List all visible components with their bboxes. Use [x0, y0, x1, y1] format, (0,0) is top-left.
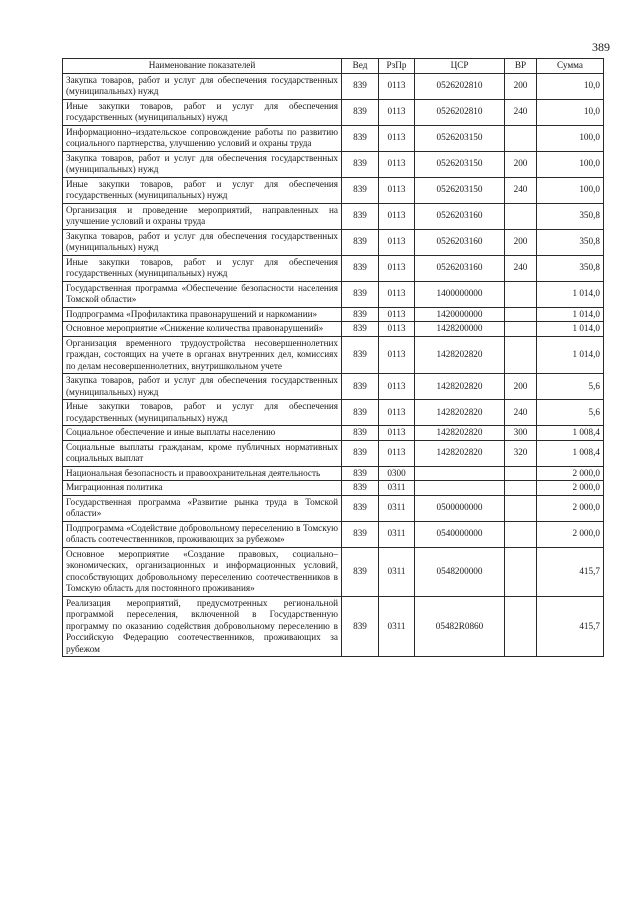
row-sum: 5,6 — [537, 400, 604, 426]
row-csr: 0526203150 — [415, 177, 505, 203]
table-row — [63, 440, 604, 466]
row-csr: 0526203150 — [415, 125, 505, 151]
row-rzpr: 0311 — [379, 481, 415, 496]
header-name: Наименование показателей — [63, 59, 342, 74]
table-row — [63, 229, 604, 255]
table-row — [63, 177, 604, 203]
row-vr: 200 — [505, 229, 537, 255]
row-name: Организация и проведение мероприятий, направленных на улучшение условий и охраны труда — [63, 203, 342, 229]
row-ved: 839 — [342, 596, 379, 657]
row-ved: 839 — [342, 125, 379, 151]
table-row — [63, 255, 604, 281]
row-vr — [505, 521, 537, 547]
row-vr — [505, 336, 537, 374]
row-csr: 1428202820 — [415, 426, 505, 441]
table-row — [63, 307, 604, 322]
row-csr: 1428202820 — [415, 336, 505, 374]
table-body — [63, 73, 604, 657]
row-rzpr: 0311 — [379, 596, 415, 657]
row-name: Национальная безопасность и правоохранительная деятельность — [63, 466, 342, 481]
row-ved: 839 — [342, 99, 379, 125]
row-sum: 1 014,0 — [537, 307, 604, 322]
table-row — [63, 521, 604, 547]
row-name: Закупка товаров, работ и услуг для обеспечения государственных (муниципальных) нужд — [63, 229, 342, 255]
table-row — [63, 426, 604, 441]
row-name: Основное мероприятие «Снижение количества правонарушений» — [63, 322, 342, 337]
row-sum: 1 008,4 — [537, 426, 604, 441]
table-row — [63, 99, 604, 125]
row-vr: 240 — [505, 99, 537, 125]
row-rzpr: 0113 — [379, 255, 415, 281]
row-sum: 350,8 — [537, 255, 604, 281]
row-ved: 839 — [342, 495, 379, 521]
table-row — [63, 547, 604, 596]
row-csr — [415, 466, 505, 481]
row-vr — [505, 466, 537, 481]
row-ved: 839 — [342, 203, 379, 229]
row-vr: 200 — [505, 374, 537, 400]
row-name: Закупка товаров, работ и услуг для обеспечения государственных (муниципальных) нужд — [63, 73, 342, 99]
row-vr: 240 — [505, 255, 537, 281]
row-rzpr: 0113 — [379, 229, 415, 255]
row-name: Миграционная политика — [63, 481, 342, 496]
row-csr: 0526203160 — [415, 255, 505, 281]
row-rzpr: 0113 — [379, 177, 415, 203]
row-csr: 05482R0860 — [415, 596, 505, 657]
row-rzpr: 0113 — [379, 374, 415, 400]
row-sum: 2 000,0 — [537, 481, 604, 496]
header-csr: ЦСР — [415, 59, 505, 74]
header-vr: ВР — [505, 59, 537, 74]
row-ved: 839 — [342, 307, 379, 322]
row-ved: 839 — [342, 547, 379, 596]
row-ved: 839 — [342, 440, 379, 466]
row-csr: 0548200000 — [415, 547, 505, 596]
row-vr — [505, 495, 537, 521]
row-name: Иные закупки товаров, работ и услуг для обеспечения государственных (муниципальных) нужд — [63, 255, 342, 281]
row-rzpr: 0113 — [379, 440, 415, 466]
row-csr: 0540000000 — [415, 521, 505, 547]
header-ved: Вед — [342, 59, 379, 74]
row-ved: 839 — [342, 151, 379, 177]
row-sum: 350,8 — [537, 203, 604, 229]
row-name: Государственная программа «Обеспечение безопасности населения Томской области» — [63, 281, 342, 307]
budget-table — [62, 58, 604, 657]
row-ved: 839 — [342, 281, 379, 307]
row-name: Иные закупки товаров, работ и услуг для обеспечения государственных (муниципальных) нужд — [63, 400, 342, 426]
row-csr: 1428202820 — [415, 440, 505, 466]
row-rzpr: 0113 — [379, 336, 415, 374]
row-ved: 839 — [342, 255, 379, 281]
row-sum: 10,0 — [537, 99, 604, 125]
row-name: Подпрограмма «Профилактика правонарушений и наркомании» — [63, 307, 342, 322]
table-row — [63, 73, 604, 99]
row-name: Основное мероприятие «Создание правовых, социально–экономических, организационных и информационных условий, способствующих добровольному переселению соотечественников в Томскую область для постоянного проживания» — [63, 547, 342, 596]
row-name: Иные закупки товаров, работ и услуг для обеспечения государственных (муниципальных) нужд — [63, 99, 342, 125]
row-vr: 200 — [505, 73, 537, 99]
row-vr — [505, 203, 537, 229]
row-vr — [505, 281, 537, 307]
row-rzpr: 0113 — [379, 426, 415, 441]
row-csr: 0526203160 — [415, 229, 505, 255]
table-row — [63, 374, 604, 400]
row-csr: 1428200000 — [415, 322, 505, 337]
row-ved: 839 — [342, 466, 379, 481]
row-csr: 0526203160 — [415, 203, 505, 229]
row-vr — [505, 481, 537, 496]
row-sum: 2 000,0 — [537, 495, 604, 521]
row-rzpr: 0113 — [379, 125, 415, 151]
row-vr: 320 — [505, 440, 537, 466]
row-name: Иные закупки товаров, работ и услуг для обеспечения государственных (муниципальных) нужд — [63, 177, 342, 203]
row-vr — [505, 322, 537, 337]
row-name: Подпрограмма «Содействие добровольному переселению в Томскую область соотечественников, проживающих за рубежом» — [63, 521, 342, 547]
row-sum: 100,0 — [537, 125, 604, 151]
row-csr: 1428202820 — [415, 374, 505, 400]
row-ved: 839 — [342, 400, 379, 426]
row-sum: 100,0 — [537, 177, 604, 203]
row-csr: 1428202820 — [415, 400, 505, 426]
row-sum: 1 014,0 — [537, 322, 604, 337]
row-ved: 839 — [342, 229, 379, 255]
row-name: Социальное обеспечение и иные выплаты населению — [63, 426, 342, 441]
row-sum: 1 008,4 — [537, 440, 604, 466]
row-name: Организация временного трудоустройства несовершеннолетних граждан, состоящих на учете в органах внутренних дел, комиссиях по делам несовершеннолетних, внутришкольном учете — [63, 336, 342, 374]
table-row — [63, 336, 604, 374]
row-rzpr: 0113 — [379, 307, 415, 322]
row-rzpr: 0113 — [379, 151, 415, 177]
row-csr: 1420000000 — [415, 307, 505, 322]
table-header-row — [63, 59, 604, 74]
header-sum: Сумма — [537, 59, 604, 74]
table-row — [63, 125, 604, 151]
row-sum: 1 014,0 — [537, 281, 604, 307]
table-row — [63, 466, 604, 481]
row-name: Информационно–издательское сопровождение работы по развитию социального партнерства, улучшению условий и охраны труда — [63, 125, 342, 151]
row-name: Закупка товаров, работ и услуг для обеспечения государственных (муниципальных) нужд — [63, 151, 342, 177]
row-rzpr: 0113 — [379, 400, 415, 426]
row-ved: 839 — [342, 322, 379, 337]
table-row — [63, 281, 604, 307]
table-row — [63, 400, 604, 426]
row-rzpr: 0311 — [379, 521, 415, 547]
table-row — [63, 481, 604, 496]
table-row — [63, 596, 604, 657]
row-ved: 839 — [342, 521, 379, 547]
row-csr: 0526202810 — [415, 73, 505, 99]
row-vr — [505, 547, 537, 596]
row-sum: 1 014,0 — [537, 336, 604, 374]
table-row — [63, 495, 604, 521]
row-sum: 100,0 — [537, 151, 604, 177]
table-row — [63, 203, 604, 229]
row-sum: 10,0 — [537, 73, 604, 99]
row-csr: 1400000000 — [415, 281, 505, 307]
row-rzpr: 0113 — [379, 281, 415, 307]
row-vr — [505, 307, 537, 322]
row-sum: 2 000,0 — [537, 521, 604, 547]
row-sum: 2 000,0 — [537, 466, 604, 481]
row-rzpr: 0300 — [379, 466, 415, 481]
row-vr: 300 — [505, 426, 537, 441]
row-sum: 5,6 — [537, 374, 604, 400]
row-name: Социальные выплаты гражданам, кроме публичных нормативных социальных выплат — [63, 440, 342, 466]
row-name: Реализация мероприятий, предусмотренных региональной программой переселения, включенной в Государственную программу по оказанию содействия добровольному переселению в Российскую Федерацию соотечественников, проживающих за рубежом — [63, 596, 342, 657]
row-sum: 350,8 — [537, 229, 604, 255]
row-vr — [505, 596, 537, 657]
row-csr: 0500000000 — [415, 495, 505, 521]
row-ved: 839 — [342, 426, 379, 441]
row-ved: 839 — [342, 336, 379, 374]
row-ved: 839 — [342, 481, 379, 496]
table-row — [63, 322, 604, 337]
row-vr: 240 — [505, 177, 537, 203]
page-number: 389 — [592, 40, 610, 54]
header-rzpr: РзПр — [379, 59, 415, 74]
row-rzpr: 0311 — [379, 547, 415, 596]
row-vr — [505, 125, 537, 151]
row-rzpr: 0113 — [379, 322, 415, 337]
row-ved: 839 — [342, 73, 379, 99]
row-vr: 240 — [505, 400, 537, 426]
row-csr: 0526202810 — [415, 99, 505, 125]
row-vr: 200 — [505, 151, 537, 177]
row-sum: 415,7 — [537, 547, 604, 596]
row-name: Закупка товаров, работ и услуг для обеспечения государственных (муниципальных) нужд — [63, 374, 342, 400]
row-sum: 415,7 — [537, 596, 604, 657]
row-ved: 839 — [342, 177, 379, 203]
row-rzpr: 0113 — [379, 73, 415, 99]
row-rzpr: 0113 — [379, 99, 415, 125]
row-csr — [415, 481, 505, 496]
row-rzpr: 0113 — [379, 203, 415, 229]
row-ved: 839 — [342, 374, 379, 400]
table-row — [63, 151, 604, 177]
row-rzpr: 0311 — [379, 495, 415, 521]
row-name: Государственная программа «Развитие рынка труда в Томской области» — [63, 495, 342, 521]
row-csr: 0526203150 — [415, 151, 505, 177]
